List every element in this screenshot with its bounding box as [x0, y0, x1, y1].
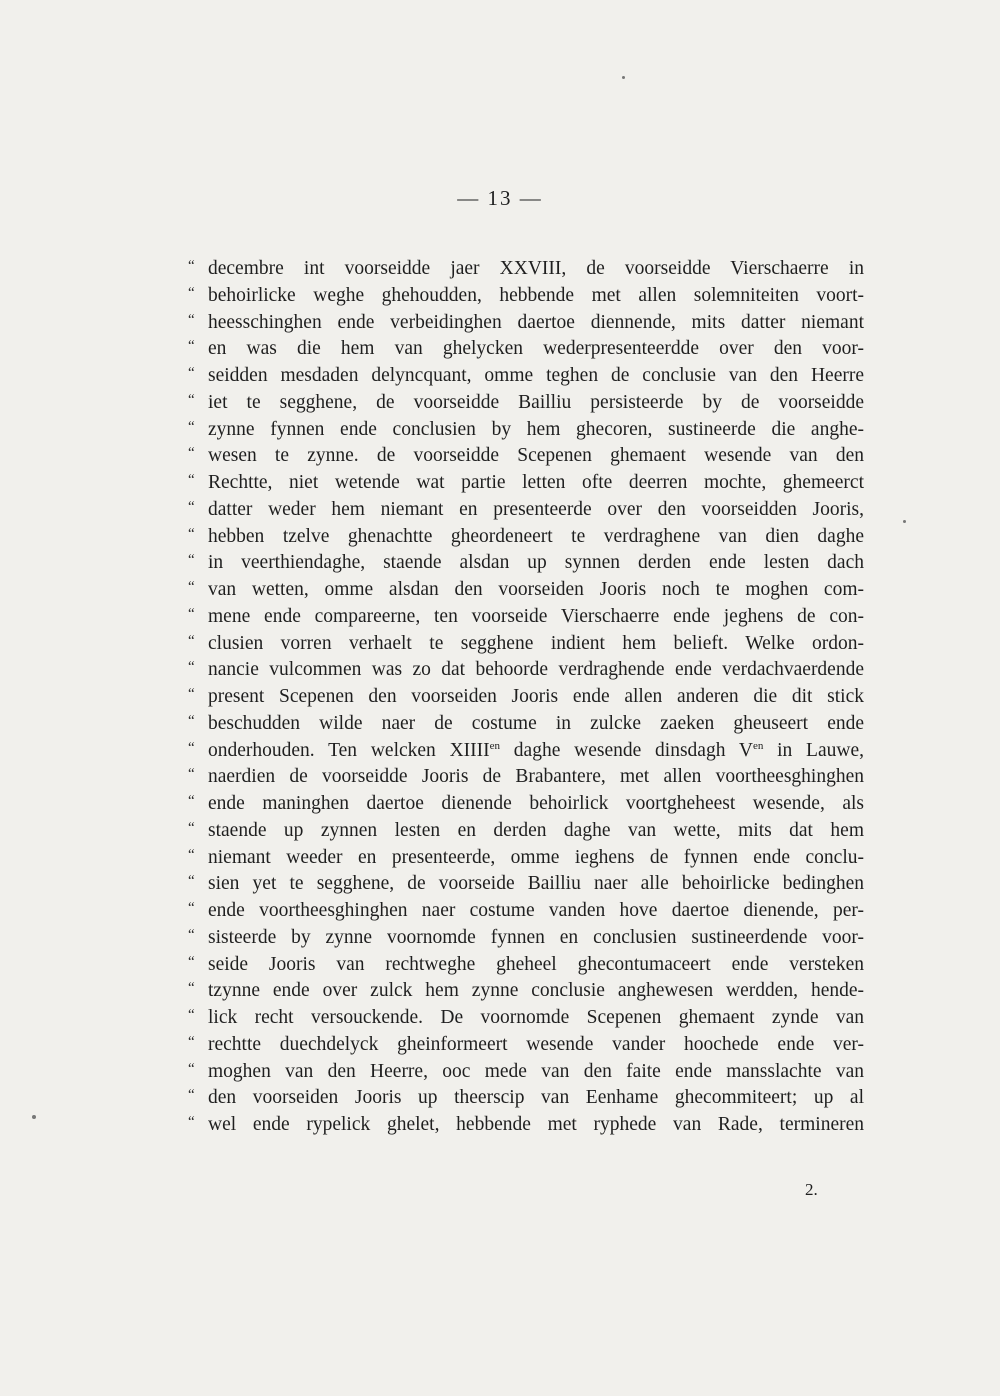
- line-text: tzynne ende over zulck hem zynne conclusie anghewesen werdden, hende-: [208, 980, 864, 1002]
- line-text: zynne fynnen ende conclusien by hem ghecoren, sustineerde die anghe-: [208, 418, 864, 440]
- quote-mark: “: [188, 793, 195, 809]
- quote-mark: “: [188, 1033, 195, 1050]
- superscript: en: [489, 739, 501, 752]
- line-text: naerdien de voorseidde Jooris de Brabantere, met allen voortheesghinghen: [208, 766, 864, 788]
- quote-mark: “: [188, 472, 195, 488]
- quote-mark: “: [188, 1114, 195, 1130]
- text-line: [188, 631, 864, 658]
- line-text: ende maninghen daertoe dienende behoirlick voortgheheest wesende, als: [208, 793, 864, 814]
- text-line: [188, 256, 864, 283]
- text-line: [188, 524, 864, 551]
- line-text: Rechtte, niet wetende wat partie letten ofte deerren mochte, ghemeerct: [208, 472, 864, 493]
- quote-mark: “: [188, 391, 195, 408]
- text-line: [188, 470, 864, 497]
- line-text: decembre int voorseidde jaer XXVIII, de voorseidde Vierschaerre in: [208, 258, 864, 279]
- paper-speck: [622, 76, 625, 79]
- quote-mark: “: [188, 953, 195, 970]
- quote-mark: “: [188, 552, 195, 569]
- line-text: hebben tzelve ghenachtte gheordeneert te verdraghene van dien daghe: [208, 525, 864, 547]
- quote-mark: “: [188, 1087, 195, 1104]
- line-text: niemant weeder en presenteerde, omme ieghens de fynnen ende conclu-: [208, 846, 864, 868]
- text-line: [188, 1112, 864, 1139]
- line-text: wesen te zynne. de voorseidde Scepenen ghemaent wesende van den: [208, 445, 864, 467]
- text-line: [188, 550, 864, 577]
- quote-mark: “: [188, 766, 195, 783]
- text-line: [188, 283, 864, 310]
- line-text: iet te segghene, de voorseidde Bailliu persisteerde by de voorseidde: [208, 391, 864, 413]
- quote-mark: “: [188, 498, 195, 515]
- line-text: in veerthiendaghe, staende alsdan up synnen derden ende lesten dach: [208, 552, 864, 574]
- text-line: [188, 978, 864, 1005]
- line-text: behoirlicke weghe ghehoudden, hebbende met allen solemniteiten voort-: [208, 284, 864, 306]
- quote-mark: “: [188, 1007, 195, 1023]
- line-text: ende voortheesghinghen naer costume vanden hove daertoe dienende, per-: [208, 900, 864, 921]
- line-text: clusien vorren verhaelt te segghene indient hem belieft. Welke ordon-: [208, 632, 864, 654]
- quote-mark: “: [188, 900, 195, 916]
- text-line: [188, 711, 864, 738]
- text-line: [188, 1032, 864, 1059]
- line-text: moghen van den Heerre, ooc mede van den faite ende mansslachte van: [208, 1060, 864, 1082]
- quote-mark: “: [188, 418, 195, 435]
- text-line: [188, 1085, 864, 1112]
- text-line: [188, 336, 864, 363]
- quote-mark: “: [188, 284, 195, 301]
- text-line: [188, 898, 864, 925]
- line-text: sisteerde by zynne voornomde fynnen en conclusien sustineerdende voor-: [208, 926, 864, 948]
- quote-mark: “: [188, 819, 195, 836]
- line-text: sien yet te segghene, de voorseide Bailliu naer alle behoirlicke bedinghen: [208, 873, 864, 895]
- quote-mark: “: [188, 1060, 195, 1077]
- text-line: [188, 952, 864, 979]
- quote-mark: “: [188, 632, 195, 649]
- quote-mark: “: [188, 365, 195, 381]
- quote-mark: “: [188, 712, 195, 729]
- line-text: heesschinghen ende verbeidinghen daertoe diennende, mits datter niemant: [208, 311, 864, 333]
- quote-mark: “: [188, 258, 195, 274]
- paper-speck: [32, 1115, 36, 1119]
- text-line: [188, 497, 864, 524]
- text-line: [188, 363, 864, 390]
- text-line: [188, 684, 864, 711]
- text-line: [188, 871, 864, 898]
- text-line: [188, 390, 864, 417]
- line-text: mene ende compareerne, ten voorseide Vierschaerre ende jeghens de con-: [208, 605, 864, 627]
- line-text: seidden mesdaden delyncquant, omme teghen de conclusie van den Heerre: [208, 365, 864, 386]
- line-text: van wetten, omme alsdan den voorseiden Jooris noch te moghen com-: [208, 579, 864, 600]
- line-text: wel ende rypelick ghelet, hebbende met ryphede van Rade, termineren: [208, 1114, 864, 1135]
- quote-mark: “: [188, 739, 195, 756]
- line-text: nancie vulcommen was zo dat behoorde verdraghende ende verdachvaerdende: [208, 659, 864, 681]
- quote-mark: “: [188, 338, 195, 355]
- quote-mark: “: [188, 445, 195, 462]
- superscript: en: [752, 739, 764, 752]
- text-line: [188, 738, 864, 765]
- line-text: staende up zynnen lesten en derden daghe van wette, mits dat hem: [208, 819, 864, 841]
- line-text: den voorseiden Jooris up theerscip van Eenhame ghecommiteert; up al: [208, 1087, 864, 1109]
- paper-speck: [903, 520, 906, 523]
- quote-mark: “: [188, 846, 195, 863]
- quote-mark: “: [188, 659, 195, 676]
- line-text: [208, 738, 864, 765]
- quote-mark: “: [188, 873, 195, 890]
- text-line: [188, 657, 864, 684]
- quote-mark: “: [188, 926, 195, 943]
- line-text: en was die hem van ghelycken wederpresenteerdde over den voor-: [208, 338, 864, 360]
- quote-mark: “: [188, 605, 195, 622]
- text-line: [188, 845, 864, 872]
- text-line: [188, 791, 864, 818]
- page-number: — 13 —: [457, 186, 543, 210]
- signature-mark: 2.: [805, 1180, 818, 1199]
- line-text: datter weder hem niemant en presenteerde over den voorseidden Jooris,: [208, 498, 864, 520]
- text-line: [188, 310, 864, 337]
- text-line: [188, 417, 864, 444]
- quote-mark: “: [188, 980, 195, 997]
- quote-mark: “: [188, 579, 195, 595]
- text-line: [188, 1005, 864, 1032]
- quote-mark: “: [188, 686, 195, 702]
- line-text: present Scepenen den voorseiden Jooris ende allen anderen die dit stick: [208, 686, 864, 707]
- text-line: [188, 1059, 864, 1086]
- text-line: [188, 443, 864, 470]
- line-text-part: daghe wesende dinsdagh V: [500, 739, 753, 761]
- text-line: [188, 577, 864, 604]
- quote-mark: “: [188, 311, 195, 328]
- body-text: [188, 256, 864, 1139]
- text-line: [188, 818, 864, 845]
- text-line: [188, 925, 864, 952]
- line-text: beschudden wilde naer de costume in zulcke zaeken gheuseert ende: [208, 712, 864, 734]
- line-text-part: onderhouden. Ten welcken XIIII: [208, 739, 490, 761]
- text-line: [188, 764, 864, 791]
- line-text: seide Jooris van rechtweghe gheheel ghecontumaceert ende versteken: [208, 953, 864, 975]
- quote-mark: “: [188, 525, 195, 542]
- line-text: lick recht versouckende. De voornomde Scepenen ghemaent zynde van: [208, 1007, 864, 1028]
- line-text: rechtte duechdelyck gheinformeert wesende vander hoochede ende ver-: [208, 1033, 864, 1055]
- line-text-part: in Lauwe,: [763, 739, 864, 761]
- text-line: [188, 604, 864, 631]
